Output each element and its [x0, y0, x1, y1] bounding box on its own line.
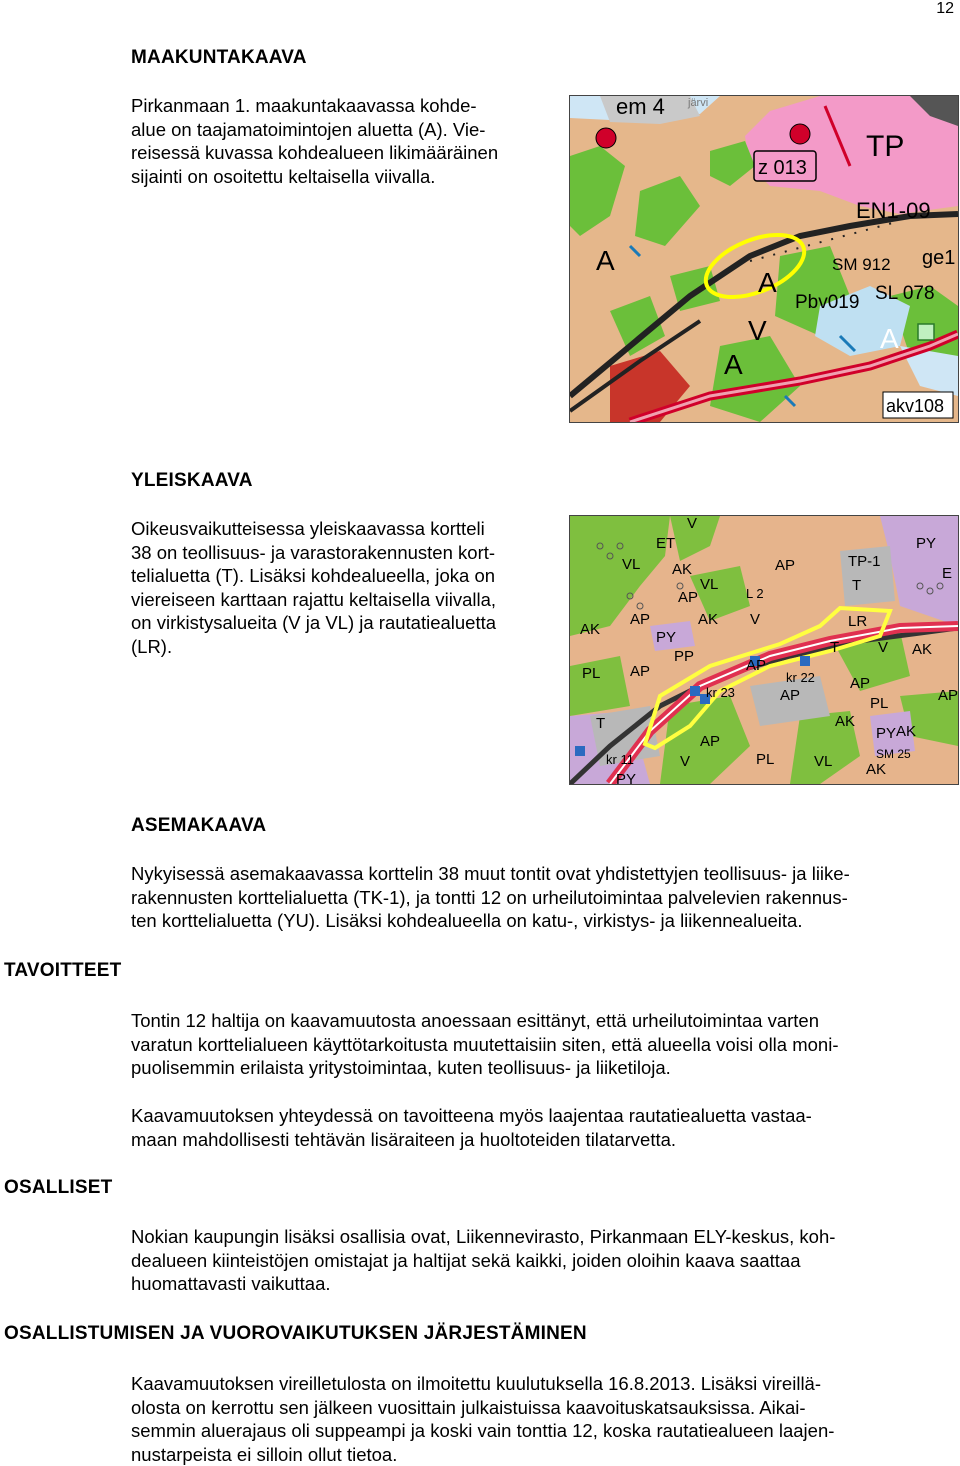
svg-text:SM 912: SM 912 — [832, 255, 891, 274]
svg-text:A: A — [724, 349, 743, 380]
heading-osalliset: OSALLISET — [4, 1177, 113, 1198]
svg-text:A: A — [758, 267, 777, 298]
svg-text:kr 23: kr 23 — [706, 685, 735, 700]
svg-text:V: V — [680, 753, 691, 770]
svg-text:AK: AK — [835, 713, 856, 730]
svg-text:V: V — [878, 639, 889, 656]
svg-text:AP: AP — [630, 611, 651, 628]
svg-text:A: A — [596, 245, 615, 276]
tavoitteet-text-1: Tontin 12 haltija on kaavamuutosta anoessaan esittänyt, että urheilutoimintaa varten varatun korttelialueen käyttötarkoitusta muutettaisiin siten, että alueella voisi olla moni- puolisemmin erilaista yritystoimintaa, kuten teollisuus- ja liiketiloja. — [131, 1010, 839, 1078]
svg-text:AP: AP — [630, 663, 651, 680]
svg-text:PL: PL — [756, 751, 775, 768]
svg-text:em 4: em 4 — [616, 96, 665, 119]
svg-text:kr 22: kr 22 — [786, 670, 815, 685]
svg-text:PL: PL — [870, 695, 889, 712]
svg-text:PY: PY — [616, 771, 637, 784]
heading-yleiskaava: YLEISKAAVA — [131, 470, 253, 491]
svg-text:SL 078: SL 078 — [875, 283, 935, 304]
svg-text:PP: PP — [674, 648, 695, 665]
svg-text:AK: AK — [580, 621, 601, 638]
svg-text:VL: VL — [622, 556, 641, 573]
svg-text:T: T — [852, 577, 862, 594]
svg-text:AP: AP — [700, 733, 721, 750]
heading-asemakaava: ASEMAKAAVA — [131, 815, 267, 836]
svg-text:V: V — [748, 315, 767, 346]
svg-text:E: E — [942, 565, 953, 582]
svg-text:EN1-09: EN1-09 — [856, 198, 931, 223]
svg-text:AP: AP — [780, 687, 801, 704]
svg-text:AK: AK — [896, 723, 917, 740]
svg-text:kr 11: kr 11 — [606, 752, 634, 767]
svg-text:PY: PY — [656, 629, 677, 646]
svg-text:Pbv019: Pbv019 — [795, 292, 860, 313]
svg-text:SM 25: SM 25 — [876, 747, 911, 761]
svg-text:järvi: järvi — [688, 97, 709, 109]
heading-osallistuminen: OSALLISTUMISEN JA VUOROVAIKUTUKSEN JÄRJESTÄMINEN — [4, 1323, 587, 1344]
svg-text:ge1: ge1 — [922, 247, 956, 269]
asemakaava-text: Nykyisessä asemakaavassa korttelin 38 muut tontit ovat yhdistettyjen teollisuus- ja liike- rakennusten korttelialuetta (TK-1), ja tontti 12 on urheilutoimintaa palvelevien rakennus- ten korttelialuetta (YU). Lisäksi kohdealueella on katu-, virkistys- ja liikennealueita. — [131, 863, 850, 931]
svg-text:AP: AP — [746, 657, 767, 674]
svg-text:LR: LR — [848, 613, 868, 630]
svg-text:PL: PL — [582, 665, 601, 682]
osallistuminen-text: Kaavamuutoksen vireilletulosta on ilmoitettu kuulutuksella 16.8.2013. Lisäksi vireillä- olosta on kerrottu sen jälkeen vuosittain julkaistuissa kaavoituskatsauksissa. Aikai- semmin aluerajaus oli suppeampi ja koski vain tonttia 12, koska rautatiealueen laajen- nustarpeista ei silloin ollut tietoa. — [131, 1373, 835, 1465]
svg-text:z 013: z 013 — [758, 157, 807, 179]
svg-text:T: T — [596, 715, 606, 732]
svg-text:PY: PY — [876, 725, 897, 742]
heading-maakuntakaava: MAAKUNTAKAAVA — [131, 47, 307, 68]
svg-text:TP-1: TP-1 — [848, 553, 881, 570]
yleiskaava-text: Oikeusvaikutteisessa yleiskaavassa kortteli 38 on teollisuus- ja varastorakennusten kort- telialuetta (T). Lisäksi kohdealueella, joka on viereiseen karttaan rajattu keltaisella viivalla, on virkistysalueita (V ja VL) ja rautatiealuetta (LR). — [131, 518, 497, 657]
svg-text:AK: AK — [866, 761, 887, 778]
svg-text:akv108: akv108 — [886, 396, 945, 416]
svg-text:ET: ET — [656, 535, 676, 552]
osalliset-text: Nokian kaupungin lisäksi osallisia ovat, Liikennevirasto, Pirkanmaan ELY-keskus, koh- dealueen kiinteistöjen omistajat ja haltijat sekä kaikki, joiden oloihin kaava saattaa huomattavasti vaikuttaa. — [131, 1226, 836, 1294]
svg-text:TP: TP — [866, 130, 905, 163]
maakuntakaava-text: Pirkanmaan 1. maakuntakaavassa kohde- alue on taajamatoimintojen aluetta (A). Vie- reisessä kuvassa kohdealueen likimääräinen sijainti on osoitettu keltaisella viivalla. — [131, 95, 499, 187]
tavoitteet-text-2: Kaavamuutoksen yhteydessä on tavoitteena myös laajentaa rautatiealuetta vastaa- maan mahdollisesti tehtävän lisäraiteen ja huoltoteiden tilatarvetta. — [131, 1105, 812, 1150]
page-number: 12 — [936, 0, 954, 17]
svg-text:AK: AK — [912, 641, 933, 658]
svg-text:V: V — [687, 516, 698, 532]
yleiskaava-map — [569, 515, 959, 785]
svg-text:L 2: L 2 — [746, 586, 764, 601]
svg-text:T: T — [830, 639, 840, 656]
svg-text:VL: VL — [700, 576, 719, 593]
svg-text:VL: VL — [814, 753, 833, 770]
svg-text:AP: AP — [850, 675, 871, 692]
svg-text:V: V — [750, 611, 761, 628]
heading-tavoitteet: TAVOITTEET — [4, 960, 122, 981]
svg-text:AK: AK — [698, 611, 719, 628]
svg-text:PY: PY — [916, 535, 937, 552]
svg-text:AP: AP — [775, 557, 796, 574]
svg-text:AP: AP — [938, 687, 958, 704]
svg-text:A: A — [880, 323, 899, 354]
svg-text:AP: AP — [678, 589, 699, 606]
maakuntakaava-map — [569, 95, 959, 423]
svg-text:AK: AK — [672, 561, 693, 578]
